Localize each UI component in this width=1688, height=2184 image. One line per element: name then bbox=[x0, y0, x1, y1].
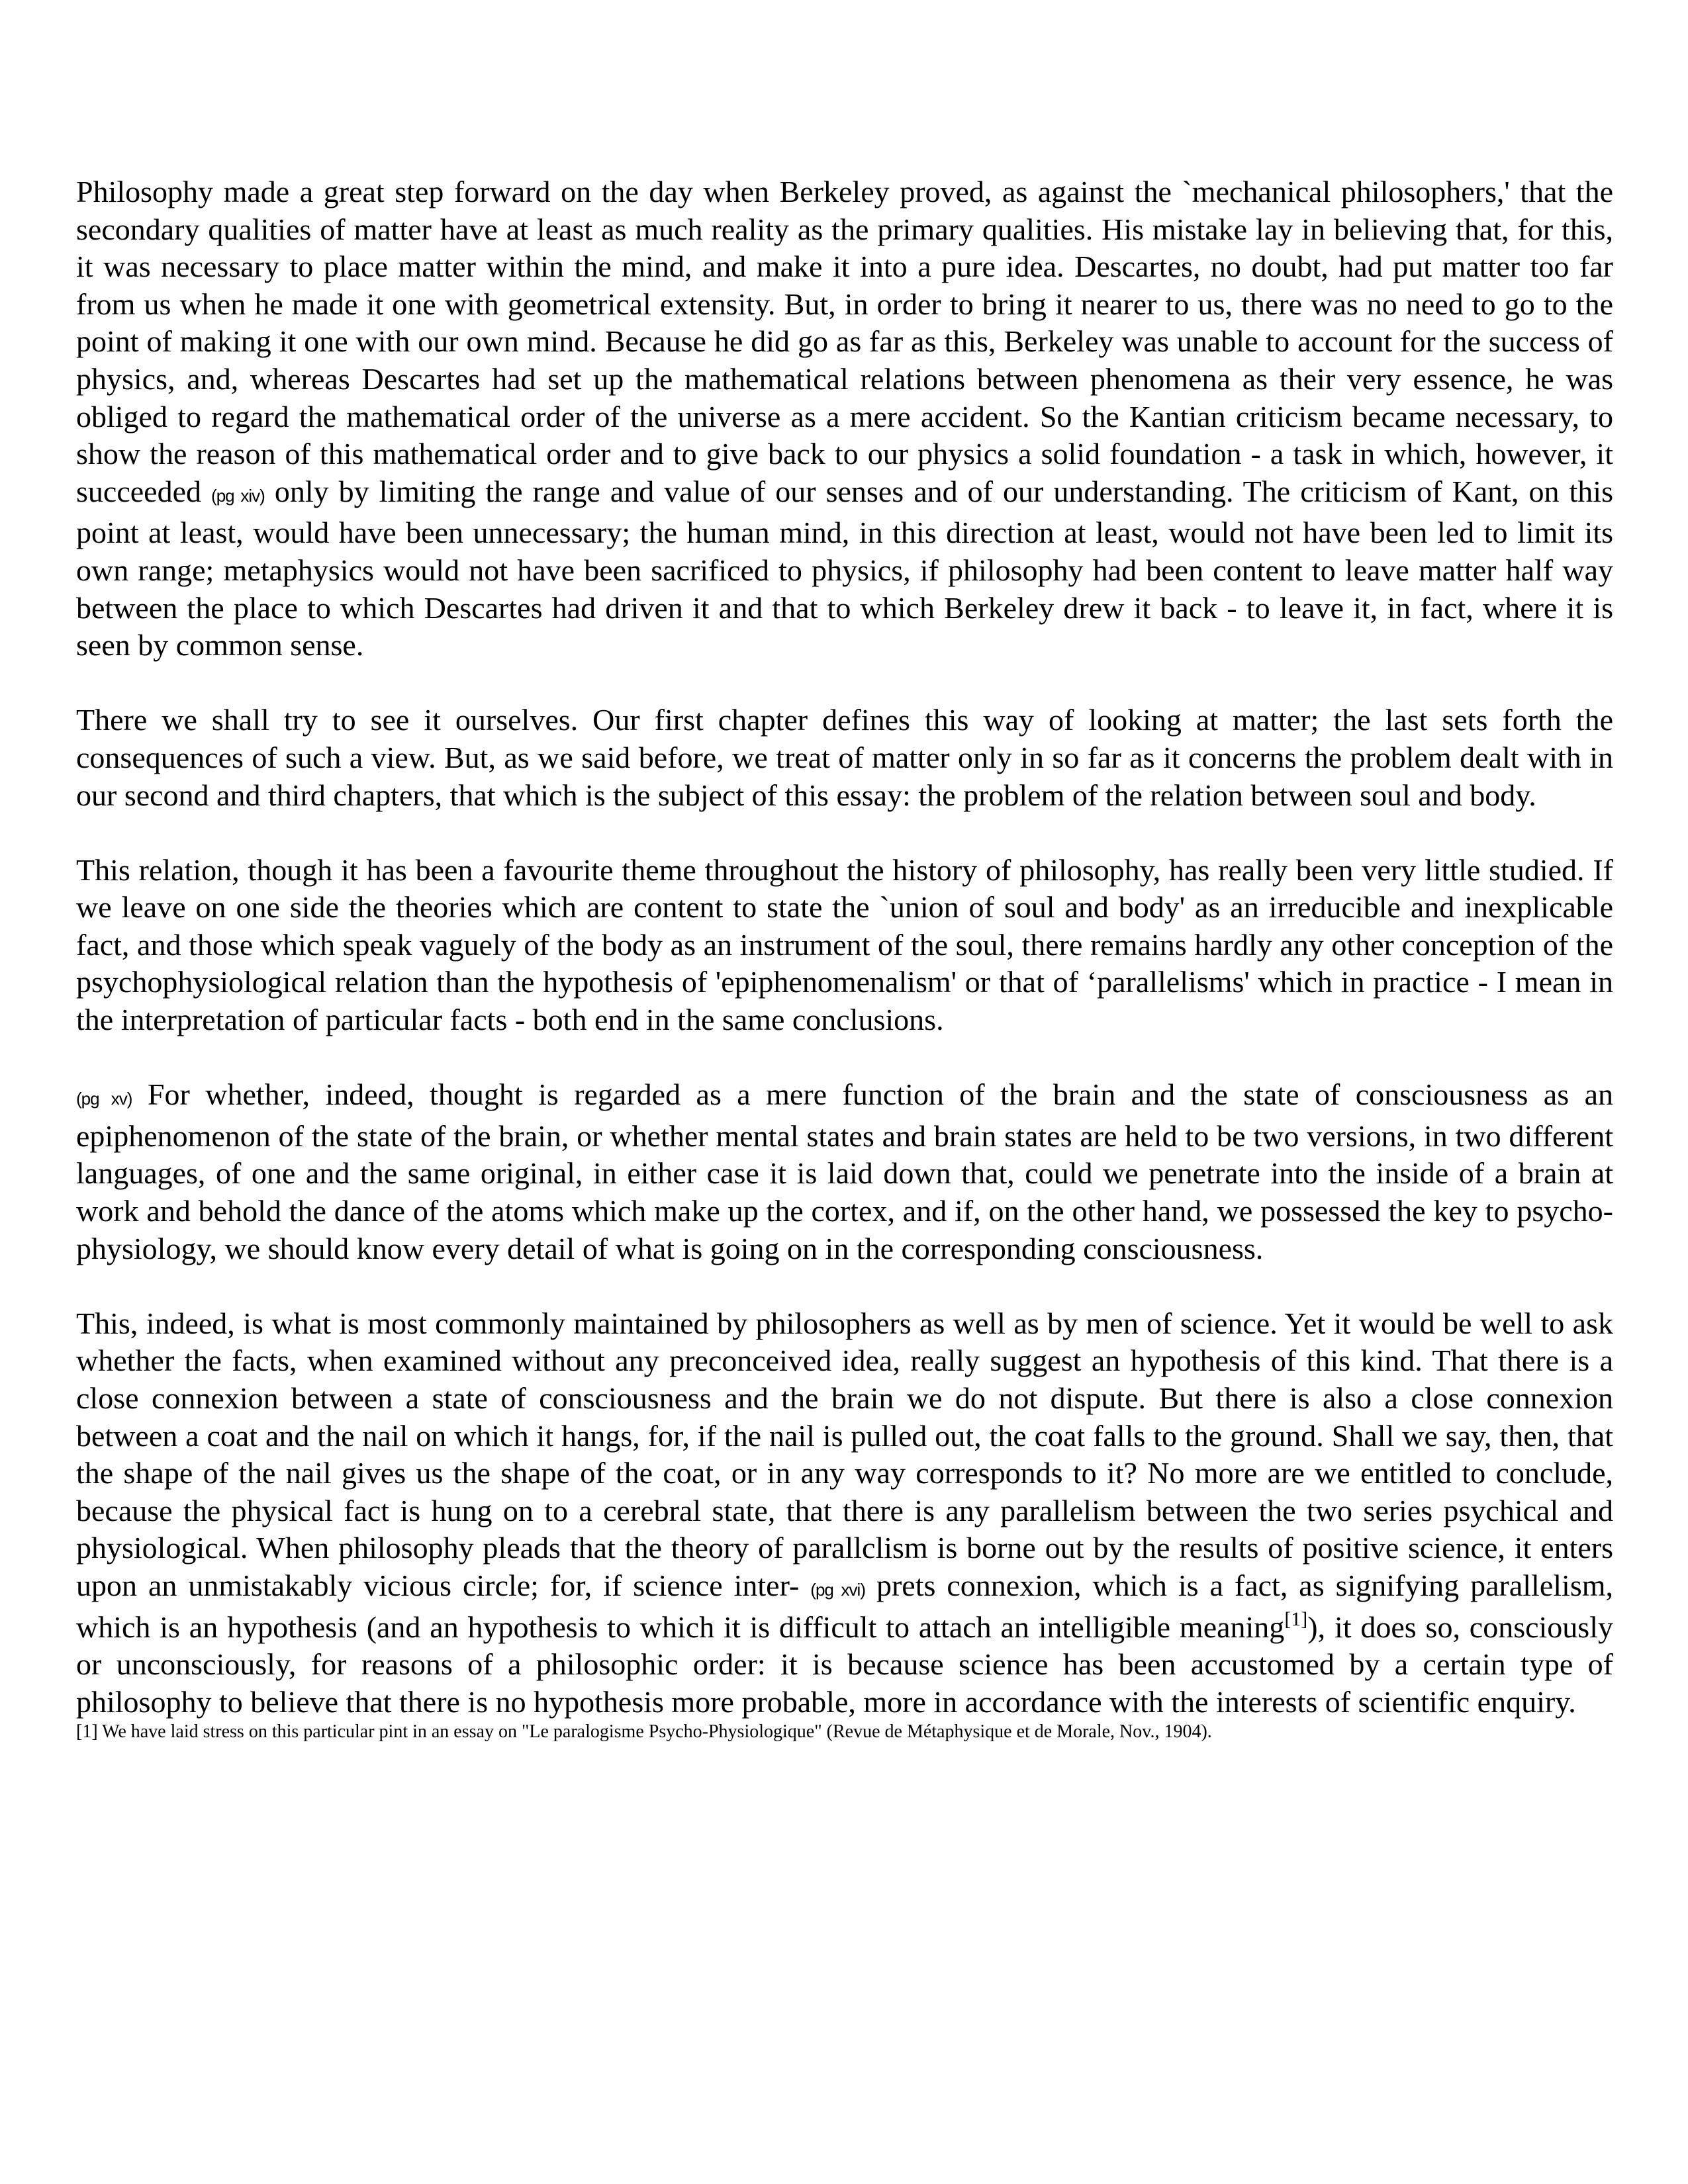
paragraph-3 bbox=[76, 852, 1613, 1039]
paragraph-2 bbox=[76, 702, 1613, 814]
page-marker-xv: (pg xv) bbox=[76, 1089, 132, 1109]
footnote-ref-link[interactable]: [1] bbox=[1284, 1608, 1308, 1630]
document-page bbox=[76, 173, 1613, 1743]
page-marker-xiv: (pg xiv) bbox=[211, 485, 265, 506]
paragraph-text: For whether, indeed, thought is regarded as a mere function of the brain and the state of consciousness as an epiphenomenon of the state of the brain, or whether mental states and brain states are held to be two versions, in two different languages, of one and the same original, in either case it is laid down that, could we penetrate into the inside of a brain at work and behold the dance of the atoms which make up the cortex, and if, on the other hand, we possessed the key to psycho-physiology, we should know every detail of what is going on in the corresponding consciousness. bbox=[76, 1077, 1613, 1265]
paragraph-4 bbox=[76, 1076, 1613, 1267]
paragraph-text: This, indeed, is what is most commonly maintained by philosophers as well as by men of science. Yet it would be well to ask whether the facts, when examined without any preconceived idea, really suggest an hypothesis of this kind. That there is a close connexion between a state of consciousness and the brain we do not dispute. But there is also a close connexion between a coat and the nail on which it hangs, for, if the nail is pulled out, the coat falls to the ground. Shall we say, then, that the shape of the nail gives us the shape of the coat, or in any way corresponds to it? No more are we entitled to conclude, because the physical fact is hung on to a cerebral state, that there is any parallelism between the two series psychical and physiological. When philosophy pleads that the theory of parallclism is borne out by the results of positive science, it enters upon an unmistakably vicious circle; for, if science inter- bbox=[76, 1306, 1613, 1602]
paragraph-text: There we shall try to see it ourselves. Our first chapter defines this way of looking at matter; the last sets forth the consequences of such a view. But, as we said before, we treat of matter only in so far as it concerns the problem dealt with in our second and third chapters, that which is the subject of this essay: the problem of the relation between soul and body. bbox=[76, 703, 1613, 812]
paragraph-text: This relation, though it has been a favourite theme throughout the history of philosophy, has really been very little studied. If we leave on one side the theories which are content to state the `union of soul and body' as an irreducible and inexplicable fact, and those which speak vaguely of the body as an instrument of the soul, there remains hardly any other conception of the psychophysiological relation than the hypothesis of 'epiphenomenalism' or that of ‘parallelisms' which in practice - I mean in the interpretation of particular facts - both end in the same conclusions. bbox=[76, 852, 1613, 1037]
paragraph-text: only by limiting the range and value of our senses and of our understanding. The criticism of Kant, on this point at least, would have been unnecessary; the human mind, in this direction at least, would not have been led to limit its own range; metaphysics would not have been sacrificed to physics, if philosophy had been content to leave matter half way between the place to which Descartes had driven it and that to which Berkeley drew it back - to leave it, in fact, where it is seen by common sense. bbox=[76, 474, 1613, 662]
paragraph-1 bbox=[76, 173, 1613, 664]
paragraph-text: Philosophy made a great step forward on the day when Berkeley proved, as against the `mechanical philosophers,' that the secondary qualities of matter have at least as much reality as the primary qualities. His mistake lay in believing that, for this, it was necessary to place matter within the mind, and make it into a pure idea. Descartes, no doubt, had put matter too far from us when he made it one with geometrical extensity. But, in order to bring it nearer to us, there was no need to go to the point of making it one with our own mind. Because he did go as far as this, Berkeley was unable to account for the success of physics, and, whereas Descartes had set up the mathematical relations between phenomena as their very essence, he was obliged to regard the mathematical order of the universe as a mere accident. So the Kantian criticism became necessary, to show the reason of this mathematical order and to give back to our physics a solid foundation - a task in which, however, it succeeded bbox=[76, 175, 1613, 508]
page-marker-xvi: (pg xvi) bbox=[810, 1579, 865, 1600]
paragraph-text: prets connexion, which is a fact, as signifying parallelism, which is an hypothesis (and an hypothesis to which it is difficult to attach an intelligible meaning bbox=[76, 1568, 1614, 1644]
paragraph-5 bbox=[76, 1305, 1613, 1721]
footnote: [1] We have laid stress on this particular pint in an essay on "Le paralogisme Psycho-Physiologique" (Revue de Métaphysique et de Morale, Nov., 1904). bbox=[76, 1721, 1212, 1743]
paragraph-text: ), it does so, consciously or unconsciously, for reasons of a philosophic order: it is because science has been accustomed by a certain type of philosophy to believe that there is no hypothesis more probable, more in accordance with the interests of scientific enquiry. bbox=[76, 1610, 1613, 1719]
